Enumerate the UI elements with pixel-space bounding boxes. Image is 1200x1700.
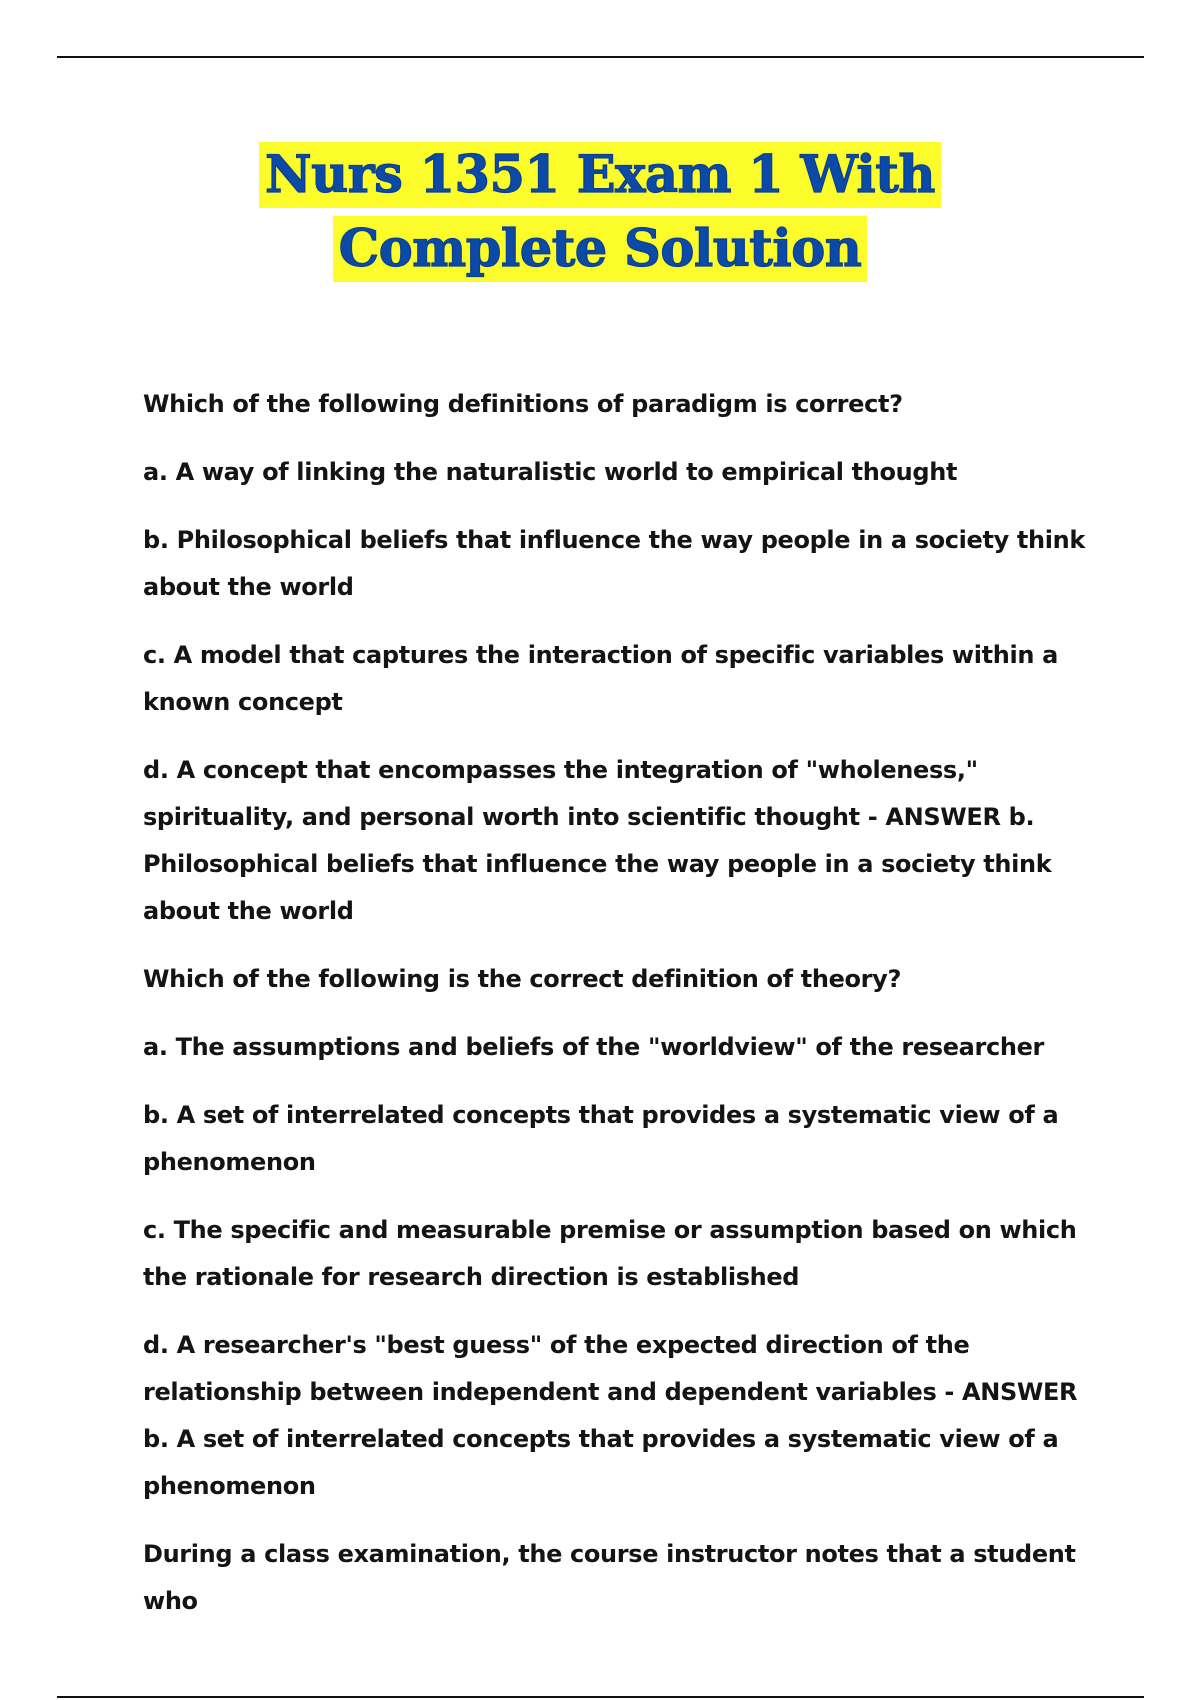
bottom-rule [57, 1696, 1144, 1698]
title-line-2: Complete Solution [333, 216, 868, 282]
top-rule [57, 56, 1144, 58]
question-1: Which of the following definitions of paradigm is correct? [143, 390, 903, 418]
question-2-option-b: b. A set of interrelated concepts that provides a systematic view of a phenomenon [143, 1101, 1059, 1176]
document-title [0, 142, 1200, 282]
question-1-option-c: c. A model that captures the interaction of specific variables within a known concept [143, 641, 1058, 716]
document-body [143, 381, 1103, 1646]
title-line-1: Nurs 1351 Exam 1 With [259, 142, 941, 208]
question-1-option-a: a. A way of linking the naturalistic world to empirical thought [143, 458, 958, 486]
question-2-option-c: c. The specific and measurable premise or assumption based on which the rationale for research direction is established [143, 1216, 1077, 1291]
question-2-option-a: a. The assumptions and beliefs of the "worldview" of the researcher [143, 1033, 1045, 1061]
question-2: Which of the following is the correct definition of theory? [143, 965, 902, 993]
question-3: During a class examination, the course instructor notes that a student who [143, 1540, 1076, 1615]
question-1-option-b: b. Philosophical beliefs that influence the way people in a society think about the world [143, 526, 1085, 601]
question-2-option-d-answer: d. A researcher's "best guess" of the expected direction of the relationship between independent and dependent variables - ANSWER b. A set of interrelated concepts that provides a systematic view of a phenomenon [143, 1331, 1078, 1500]
question-1-option-d-answer: d. A concept that encompasses the integration of "wholeness," spirituality, and personal worth into scientific thought - ANSWER b. Philosophical beliefs that influence the way people in a society think about the world [143, 756, 1052, 925]
